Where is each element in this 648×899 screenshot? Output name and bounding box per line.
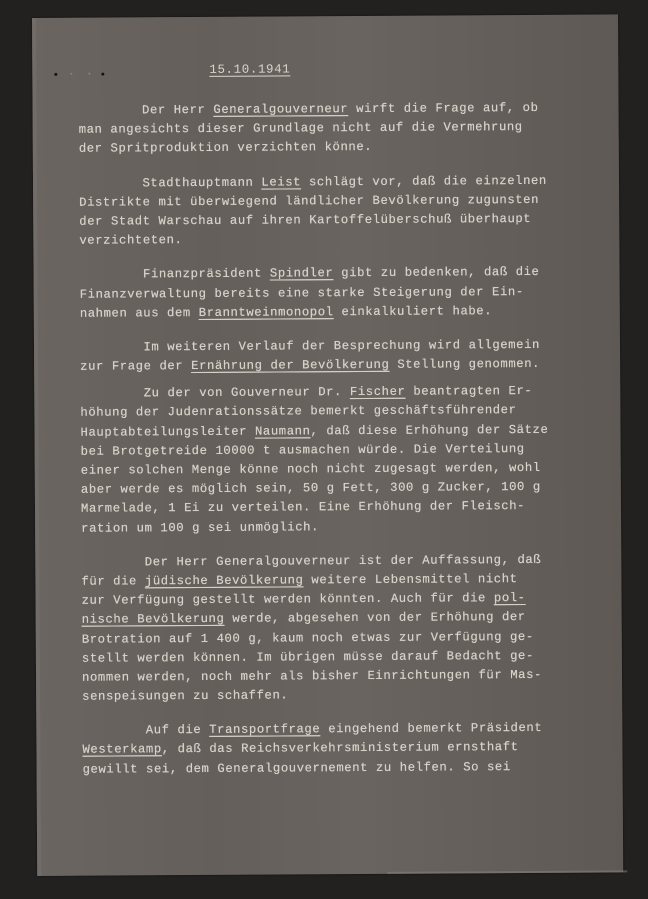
punch-hole-mark — [88, 73, 90, 75]
text-segment: der Spritproduktion verzichten könne. — [78, 140, 373, 157]
text-segment: zur Frage der — [80, 359, 192, 374]
text-line — [80, 420, 620, 442]
underlined-term: Ernährung der Bevölkerung — [191, 357, 390, 374]
underlined-term: nische Bevölkerung — [81, 612, 225, 628]
text-segment: zur Verfügung gestellt werden könnten. Auch für die — [81, 591, 494, 608]
underlined-term: Naumann — [254, 423, 311, 439]
text-segment: , daß diese Erhöhung der Sätze — [310, 422, 549, 438]
typewritten-page — [32, 14, 623, 876]
paragraph-p7 — [82, 719, 622, 780]
text-line — [81, 516, 621, 538]
punch-hole-mark — [101, 73, 104, 76]
text-segment: verzichteten. — [79, 233, 183, 248]
text-line — [79, 190, 619, 212]
text-segment: Stellung genommen. — [389, 356, 541, 372]
text-segment: weitere Lebensmittel nicht — [303, 571, 518, 588]
text-segment: gibt zu bedenken, daß die — [333, 265, 540, 281]
text-segment: einer solchen Menge könne noch nicht zugesagt werden, wohl — [80, 460, 541, 478]
text-segment: einkalkuliert habe. — [333, 303, 493, 319]
text-segment: Auf die — [82, 723, 210, 738]
text-segment: beantragten Er- — [405, 384, 533, 399]
punch-hole-mark — [70, 73, 72, 75]
document-date: 15.10.1941 — [209, 62, 291, 77]
text-segment: nahmen aus dem — [79, 305, 199, 321]
text-segment: aber werde es möglich sein, 50 g Fett, 300 g Zucker, 100 g — [80, 480, 541, 497]
text-line — [79, 98, 619, 120]
text-segment: höhung der Judenrationssätze bemerkt geschäftsführender — [80, 403, 517, 421]
text-segment: Der Herr Generalgouverneur ist der Auffassung, daß — [81, 552, 542, 570]
underlined-term: Leist — [261, 174, 302, 190]
text-segment: Zu der von Gouverneur Dr. — [80, 385, 350, 401]
text-segment: werde, abgesehen von der Erhöhung der — [224, 610, 526, 627]
paragraph-p4 — [80, 335, 620, 377]
paragraph-p5 — [80, 382, 621, 539]
text-line — [80, 263, 620, 285]
paragraph-p3 — [80, 263, 620, 324]
text-segment: Im weiteren Verlauf der Besprechung wird allgemein — [79, 337, 540, 355]
underlined-term: Branntweinmonopol — [198, 304, 334, 320]
paragraph-p1 — [79, 98, 619, 159]
text-segment: Der Herr — [78, 102, 214, 118]
punch-marks — [54, 70, 114, 78]
paragraph-p6 — [81, 550, 622, 707]
text-segment: ration um 100 g sei unmöglich. — [81, 519, 320, 536]
text-line — [82, 665, 622, 687]
text-segment: Finanzpräsident — [79, 266, 270, 283]
text-line — [81, 478, 621, 500]
text-segment: Distrikte mit überwiegend ländlicher Bevölkerung zugunsten — [79, 192, 540, 210]
text-segment: stellt werden können. Im übrigen müsse darauf Bedacht ge- — [81, 648, 534, 666]
text-line — [83, 757, 623, 779]
underlined-term: pol- — [493, 591, 526, 606]
text-segment: man angesichts dieser Grundlage nicht auf die Vermehrung — [78, 120, 523, 137]
text-segment: Hauptabteilungsleiter — [80, 424, 256, 440]
text-segment: für die — [81, 574, 145, 589]
document-body — [79, 98, 623, 794]
text-segment: Stadthauptmann — [78, 175, 262, 191]
underlined-term: Spindler — [269, 266, 334, 281]
text-segment: nommen werden, noch mehr als bisher Einrichtungen für Mas- — [81, 667, 542, 685]
text-segment: bei Brotgetreide 10000 t ausmachen würde. Die Verteilung — [80, 441, 525, 459]
text-line — [80, 354, 620, 376]
underlined-term: Transportfrage — [209, 722, 321, 738]
text-line — [80, 301, 620, 323]
text-segment: senspeisungen zu schaffen. — [82, 688, 289, 704]
text-line — [79, 229, 619, 251]
text-segment: Brotration auf 1 400 g, kaum noch etwas zur Verfügung ge- — [81, 629, 534, 647]
text-segment: gewillt sei, dem Generalgouvernement zu helfen. So sei — [82, 759, 511, 777]
text-line — [82, 719, 622, 741]
text-segment: Finanzverwaltung bereits eine starke Steigerung der Ein- — [79, 284, 524, 302]
paragraph-p2 — [79, 171, 619, 251]
underlined-term: Fischer — [349, 384, 406, 400]
underlined-term: Westerkamp — [82, 742, 162, 758]
text-segment: der Stadt Warschau auf ihren Kartoffelüberschuß überhaupt — [79, 211, 532, 229]
text-segment: Marmelade, 1 Ei zu verteilen. Eine Erhöhung der Fleisch- — [80, 499, 526, 517]
text-line — [82, 684, 622, 706]
text-segment: eingehend bemerkt Präsident — [320, 721, 543, 737]
punch-hole-mark — [54, 73, 57, 76]
text-segment: schlägt vor, daß die einzelnen — [300, 173, 547, 189]
underlined-term: jüdische Bevölkerung — [144, 573, 304, 589]
text-segment: wirft die Frage auf, ob — [348, 100, 539, 117]
text-segment: , daß das Reichsverkehrsministerium ernsthaft — [161, 740, 519, 757]
text-line — [81, 550, 621, 572]
underlined-term: Generalgouverneur — [213, 102, 349, 117]
text-line — [79, 137, 619, 159]
